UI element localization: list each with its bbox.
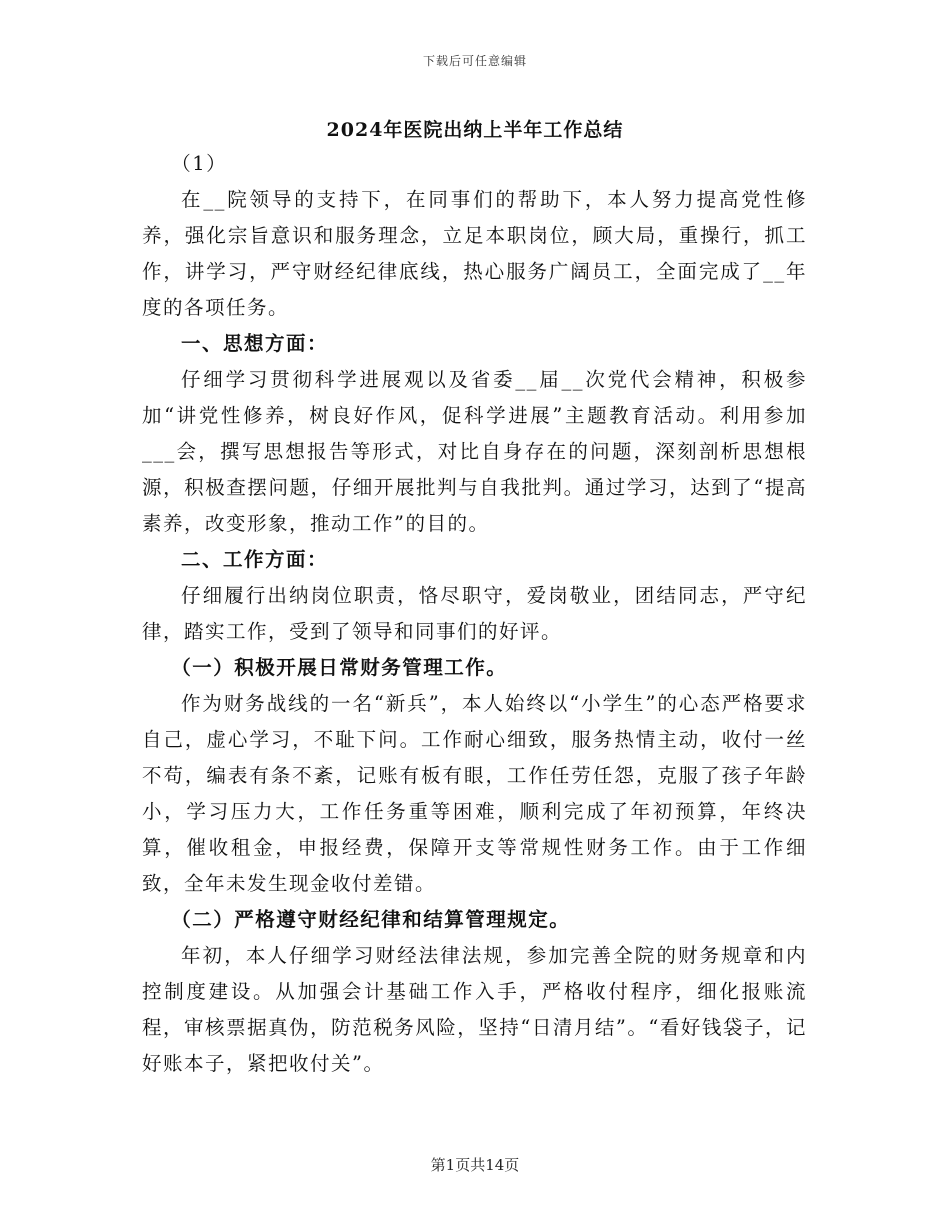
work-paragraph: 仔细履行出纳岗位职责，恪尽职守，爱岗敬业，团结同志，严守纪律，踏实工作，受到了领导和同事们的好评。	[142, 584, 807, 643]
subsection-heading-discipline: （二）严格遵守财经纪律和结算管理规定。	[171, 908, 571, 931]
document-body	[142, 146, 807, 1082]
section-heading-thought: 一、思想方面：	[181, 332, 329, 355]
section-heading-work: 二、工作方面：	[181, 548, 329, 571]
subsection-heading-daily-finance: （一）积极开展日常财务管理工作。	[171, 656, 508, 679]
discipline-paragraph: 年初，本人仔细学习财经法律法规，参加完善全院的财务规章和内控制度建设。从加强会计基础工作入手，严格收付程序，细化报账流程，审核票据真伪，防范税务风险，坚持“日清月结”。“看好钱袋子，记好账本子，紧把收付关”。	[142, 944, 807, 1075]
document-title: 2024年医院出纳上半年工作总结	[326, 119, 624, 141]
intro-paragraph: 在__院领导的支持下，在同事们的帮助下，本人努力提高党性修养，强化宗旨意识和服务理念，立足本职岗位，顾大局，重操行，抓工作，讲学习，严守财经纪律底线，热心服务广阔员工，全面完成了__年度的各项任务。	[142, 188, 807, 319]
section-number: （1）	[171, 152, 228, 175]
page-header-note: 下载后可任意编辑	[422, 54, 527, 68]
page-number: 第1页共14页	[430, 1156, 520, 1174]
thought-paragraph: 仔细学习贯彻科学进展观以及省委__届__次党代会精神，积极参加“讲党性修养，树良好作风，促科学进展”主题教育活动。利用参加___会，撰写思想报告等形式，对比自身存在的问题，深刻剖析思想根源，积极查摆问题，仔细开展批判与自我批判。通过学习，达到了“提高素养，改变形象，推动工作”的目的。	[142, 368, 807, 535]
daily-finance-paragraph: 作为财务战线的一名“新兵”，本人始终以“小学生”的心态严格要求自己，虚心学习，不耻下问。工作耐心细致，服务热情主动，收付一丝不苟，编表有条不紊，记账有板有眼，工作任劳任怨，克服了孩子年龄小，学习压力大，工作任务重等困难，顺利完成了年初预算，年终决算，催收租金，申报经费，保障开支等常规性财务工作。由于工作细致，全年未发生现金收付差错。	[142, 692, 807, 895]
